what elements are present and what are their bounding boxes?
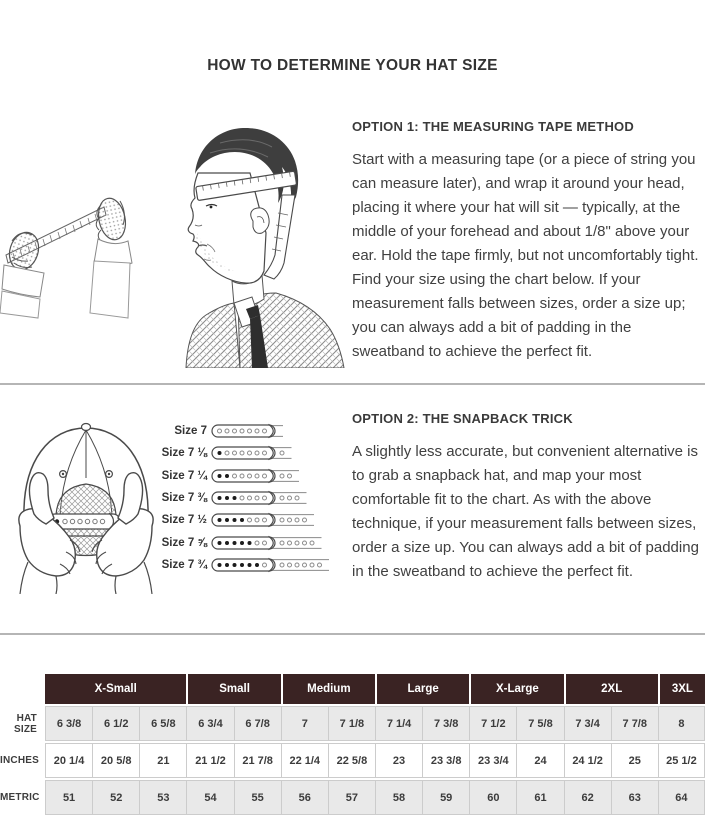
- size-strip-label: Size 7: [174, 425, 207, 438]
- size-value-cell: 7: [281, 706, 328, 741]
- size-strip-label: Size 7 ⅜: [161, 492, 207, 505]
- size-value-cell: 6 3/4: [186, 706, 233, 741]
- size-value-cell: 64: [658, 780, 705, 815]
- size-group-header-row: [0, 674, 705, 704]
- size-strip-row: [157, 509, 357, 531]
- size-value-cell: 21: [139, 743, 186, 778]
- size-strip-row: [157, 442, 357, 464]
- option2-body: A slightly less accurate, but convenient alternative is to grab a snapback hat, and map your most comfortable fit to the chart. As with the above technique, if your measurement falls between sizes, order a size up. You can always add a bit of padding in the sweatband to achieve the perfect fit.: [352, 443, 699, 580]
- size-value-cell: 6 3/8: [45, 706, 92, 741]
- size-value-cell: 23: [375, 743, 422, 778]
- size-value-cell: 20 5/8: [92, 743, 139, 778]
- size-row-label: HAT SIZE: [13, 712, 37, 735]
- size-strip-label: Size 7 ⅛: [161, 447, 207, 460]
- size-strip-graphic: [211, 557, 351, 573]
- size-strip-graphic: [211, 512, 351, 528]
- size-value-cell: 51: [45, 780, 92, 815]
- man-measuring-head-illustration: [0, 113, 350, 368]
- size-group-header: Large: [375, 674, 469, 704]
- size-value-cell: 24 1/2: [564, 743, 611, 778]
- size-value-cell: 55: [234, 780, 281, 815]
- size-group-header: Small: [186, 674, 280, 704]
- size-value-cell: 20 1/4: [45, 743, 92, 778]
- size-strip-row: [157, 420, 357, 442]
- size-value-cell: 58: [375, 780, 422, 815]
- size-strip-graphic: [211, 468, 351, 484]
- size-value-cell: 59: [422, 780, 469, 815]
- size-strip-list: [157, 420, 357, 576]
- size-value-cell: 7 3/8: [422, 706, 469, 741]
- size-value-cell: 21 1/2: [186, 743, 233, 778]
- size-value-cell: 7 7/8: [611, 706, 658, 741]
- size-value-cell: 54: [186, 780, 233, 815]
- size-value-cell: 61: [516, 780, 563, 815]
- size-value-cell: 21 7/8: [234, 743, 281, 778]
- size-chart-row: [0, 743, 705, 778]
- option1-heading: OPTION 1: THE MEASURING TAPE METHOD: [352, 119, 634, 134]
- size-value-cell: 22 1/4: [281, 743, 328, 778]
- snapback-cap-illustration: [12, 414, 160, 594]
- size-value-cell: 52: [92, 780, 139, 815]
- size-value-cell: 25: [611, 743, 658, 778]
- option1-body: Start with a measuring tape (or a piece of string you can measure later), and wrap it around your head, placing it where your hat will sit — typically, at the middle of your forehead and about 1/8" above your ear. Hold the tape firmly, but not uncomfortably tight. Find your size using the chart below. If your measurement falls between sizes, order a size up; you can always add a bit of padding in the sweatband to achieve the perfect fit.: [352, 151, 699, 360]
- page-title: HOW TO DETERMINE YOUR HAT SIZE: [207, 57, 498, 74]
- size-value-cell: 6 1/2: [92, 706, 139, 741]
- corner-cell: [0, 674, 45, 704]
- size-value-cell: 7 1/2: [469, 706, 516, 741]
- size-row-label: INCHES: [0, 755, 39, 766]
- size-value-cell: 7 1/8: [328, 706, 375, 741]
- size-group-header: Medium: [281, 674, 375, 704]
- size-value-cell: 7 1/4: [375, 706, 422, 741]
- size-strip-label: Size 7 ⅝: [161, 536, 207, 549]
- size-chart: [0, 672, 705, 817]
- size-group-header: 2XL: [564, 674, 658, 704]
- size-value-cell: 23 3/8: [422, 743, 469, 778]
- size-value-cell: 57: [328, 780, 375, 815]
- size-value-cell: 7 3/4: [564, 706, 611, 741]
- size-strip-graphic: [211, 535, 351, 551]
- size-value-cell: 62: [564, 780, 611, 815]
- size-strip-graphic: [211, 490, 351, 506]
- size-value-cell: 6 7/8: [234, 706, 281, 741]
- size-strip-label: Size 7 ¾: [161, 558, 207, 571]
- section-divider-1: [0, 383, 705, 385]
- size-row-label: METRIC: [0, 792, 40, 803]
- size-value-cell: 63: [611, 780, 658, 815]
- size-value-cell: 22 5/8: [328, 743, 375, 778]
- section-divider-2: [0, 633, 705, 635]
- size-chart-table: [0, 672, 705, 817]
- size-value-cell: 6 5/8: [139, 706, 186, 741]
- size-value-cell: 25 1/2: [658, 743, 705, 778]
- size-value-cell: 23 3/4: [469, 743, 516, 778]
- size-value-cell: 24: [516, 743, 563, 778]
- size-chart-row: [0, 706, 705, 741]
- size-group-header: 3XL: [658, 674, 705, 704]
- option2-heading: OPTION 2: THE SNAPBACK TRICK: [352, 411, 573, 426]
- size-strip-row: [157, 487, 357, 509]
- size-value-cell: 8: [658, 706, 705, 741]
- size-strip-label: Size 7 ½: [161, 514, 207, 527]
- size-strip-graphic: [211, 445, 351, 461]
- option1-section: [352, 119, 702, 364]
- size-value-cell: 53: [139, 780, 186, 815]
- size-strip-label: Size 7 ¼: [161, 469, 207, 482]
- size-strip-row: [157, 465, 357, 487]
- size-strip-graphic: [211, 423, 351, 439]
- size-chart-row: [0, 780, 705, 815]
- size-value-cell: 7 5/8: [516, 706, 563, 741]
- option2-section: [352, 411, 702, 584]
- size-strip-row: [157, 554, 357, 576]
- size-group-header: X-Large: [469, 674, 563, 704]
- size-group-header: X-Small: [45, 674, 186, 704]
- size-strip-row: [157, 531, 357, 553]
- size-value-cell: 60: [469, 780, 516, 815]
- size-value-cell: 56: [281, 780, 328, 815]
